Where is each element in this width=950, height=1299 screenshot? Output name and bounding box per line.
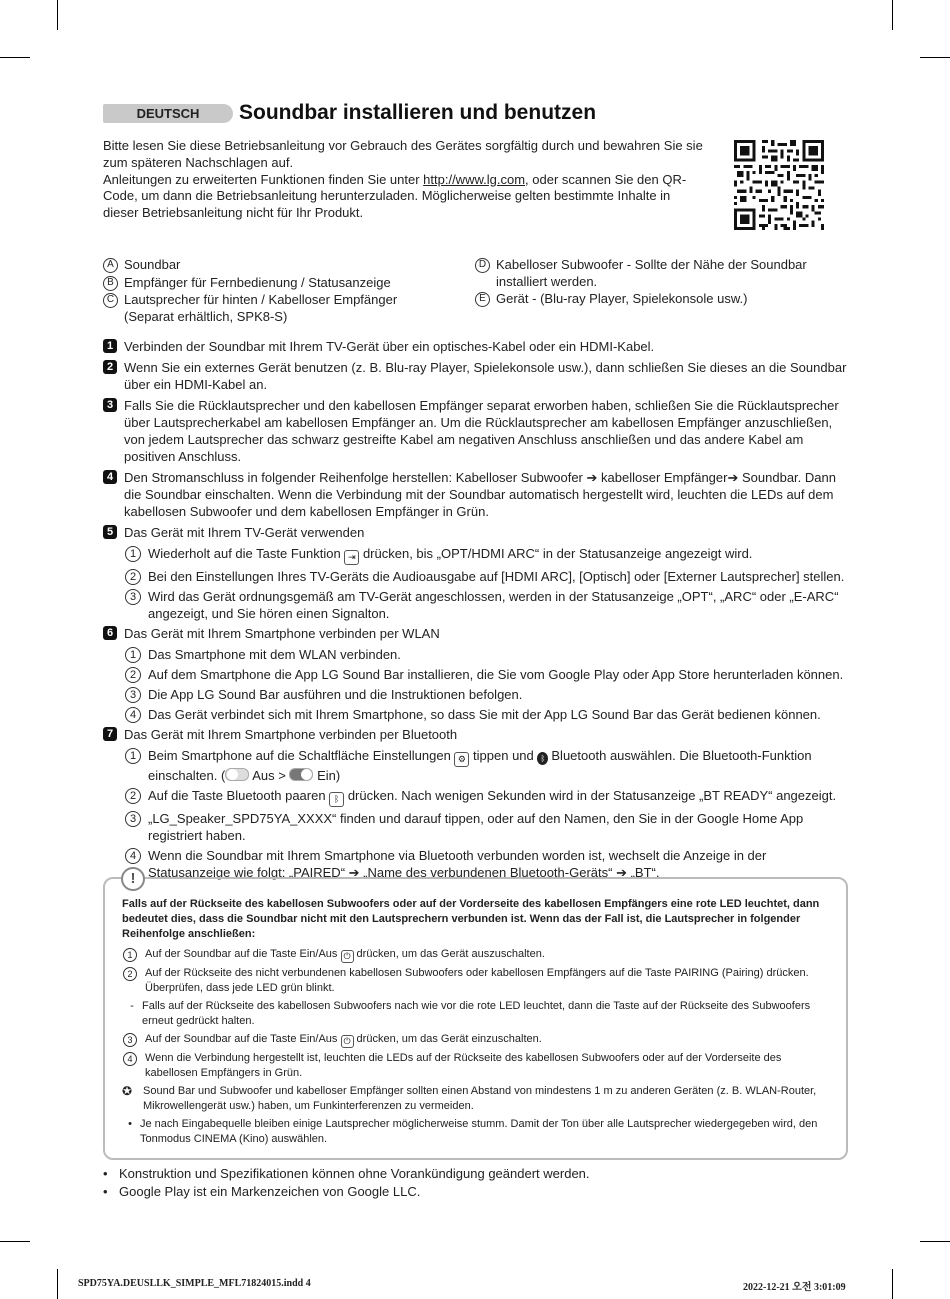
- component-letter: D: [475, 258, 490, 273]
- key-label: Bluetooth: [418, 848, 474, 863]
- notice-item-text: Falls auf der Rückseite des kabellosen Subwoofers nach wie vor die rote LED leuchtet, dann die Taste auf der Rückseite des Subwoofers erneut gedrückt halten.: [142, 1000, 811, 1027]
- substep-text: „LG_Speaker_SPD75YA_XXXX“ finden und darauf tippen, oder auf den Namen, den Sie in der Google Home App registriert haben.: [148, 811, 804, 843]
- crop-mark: [892, 0, 893, 30]
- component-text: Soundbar: [124, 257, 181, 272]
- text-part: Auf der Soundbar auf die Taste: [145, 1033, 300, 1045]
- step-number: 4: [103, 470, 117, 484]
- text-part: drücken, um das Gerät auszuschalten.: [353, 948, 545, 960]
- substep-text: [148, 787, 836, 807]
- substep: [125, 588, 848, 622]
- footer-filename: SPD75YA.DEUSLLK_SIMPLE_MFL71824015.indd 4: [78, 1278, 311, 1289]
- text-part: Soundbar. Dann die Soundbar einschalten. Wenn die Verbindung mit der Soundbar automatisch hergestellt wird, leuchten die LEDs auf dem kabellosen Subwoofer und dem kabellosen Empfänger in Grün.: [124, 470, 836, 519]
- text-part: (Pairing) drücken. Überprüfen, dass jede LED grün blinkt.: [145, 967, 809, 994]
- component-letter: A: [103, 258, 118, 273]
- notice-item-text: Wenn die Verbindung hergestellt ist, leuchten die LEDs auf der Rückseite des kabellosen Subwoofers oder auf der Vorderseite des kabellosen Empfängers in Grün.: [145, 1052, 782, 1079]
- step-title: Das Gerät mit Ihrem Smartphone verbinden per Bluetooth: [124, 727, 458, 742]
- step-title: Das Gerät mit Ihrem Smartphone verbinden per WLAN: [124, 626, 440, 641]
- component-item: [103, 292, 403, 325]
- substep-number: 1: [125, 647, 141, 663]
- components-list-left: [103, 257, 463, 326]
- function-button-icon: ⇥: [344, 550, 359, 565]
- qr-code: [734, 140, 824, 230]
- substep: [125, 568, 848, 585]
- notice-item-number: 3: [123, 1033, 137, 1047]
- display-label: ARC: [724, 589, 752, 604]
- substep-number: 2: [125, 788, 141, 804]
- crop-mark: [57, 0, 58, 30]
- substep-text: [148, 847, 848, 881]
- crop-mark: [0, 1241, 30, 1242]
- language-badge: DEUTSCH: [103, 104, 233, 123]
- step-title: Das Gerät mit Ihrem TV-Gerät verwenden: [124, 525, 365, 540]
- text-part: Auf der Soundbar auf die Taste: [145, 948, 300, 960]
- substep: [125, 747, 848, 784]
- component-text: Gerät - (Blu-ray Player, Spielekonsole usw.): [496, 291, 748, 306]
- text-part: -Funktion einschalten. (: [148, 748, 812, 783]
- intro-text-part: , oder scannen Sie den QR-Code, um dann die Betriebsanleitung herunterzuladen. Möglicherweise gelten bestimmte Inhalte in dieser Betriebsanleitung nicht für Ihr Produkt.: [103, 171, 687, 221]
- toggle-on-icon: [289, 768, 313, 781]
- dash-marker: -: [130, 1000, 134, 1012]
- substep-text: Auf dem Smartphone die App LG Sound Bar installieren, die Sie vom Google Play oder App Store herunterladen können.: [148, 667, 844, 682]
- display-label: PAIRED: [293, 865, 341, 880]
- step-text: Wenn Sie ein externes Gerät benutzen (z. B. Blu-ray Player, Spielekonsole usw.), dann schließen Sie dieses an die Soundbar über ein HDMI-Kabel an.: [124, 360, 847, 392]
- substep-text: Das Smartphone mit dem WLAN verbinden.: [148, 647, 401, 662]
- substep-number: 3: [125, 687, 141, 703]
- display-label: E-ARC: [793, 589, 835, 604]
- substep-number: 1: [125, 546, 141, 562]
- substep-text: [148, 747, 848, 784]
- notice-body: [122, 897, 827, 1150]
- component-item: [103, 257, 463, 274]
- settings-icon: ⚙: [454, 752, 469, 767]
- page-header: [103, 100, 848, 126]
- substep: [125, 847, 848, 881]
- step-7: [103, 726, 848, 743]
- bullet-marker: •: [128, 1118, 132, 1130]
- text-part: Wiederholt auf die Taste: [148, 546, 291, 561]
- lg-website-link[interactable]: http://www.lg.com: [423, 171, 526, 187]
- step-number: 3: [103, 398, 117, 412]
- arrow-icon: ➔: [727, 470, 739, 485]
- bullet-marker: •: [103, 1184, 108, 1199]
- notice-subitem: [122, 999, 827, 1029]
- notice-item-text: Sound Bar und Subwoofer und kabelloser Empfänger sollten einen Abstand von mindestens 1 m zu anderen Geräten (z. B. WLAN-Router, Mikrowellengerät usw.) haben, um Funkinterferenzen zu vermeiden.: [143, 1085, 817, 1112]
- component-item: [475, 291, 815, 308]
- text-part: Auf der Rückseite des nicht verbundenen kabellosen Subwoofers oder kabellosen Empfängers auf die Taste: [145, 967, 675, 979]
- text-part: “, „: [708, 589, 725, 604]
- substep: [125, 706, 848, 723]
- text-part: Auf die Taste: [148, 788, 227, 803]
- toggle-off-label: Aus: [252, 768, 275, 783]
- substep-number: 2: [125, 569, 141, 585]
- key-label: Funktion: [290, 546, 341, 561]
- step-number: 5: [103, 525, 117, 539]
- step-5: [103, 524, 848, 541]
- notice-heading: Falls auf der Rückseite des kabellosen Subwoofers oder auf der Vorderseite des kabellosen Empfängers eine rote LED leuchtet, dann bedeutet dies, dass die Soundbar nicht mit den Lautsprechern verbunden ist. Wenn das der Fall ist, die Lautsprecher in folgender Reihenfolge anschließen:: [122, 898, 820, 940]
- exclamation-icon: !: [121, 867, 145, 891]
- text-part: tippen und: [469, 748, 538, 763]
- crop-mark: [920, 1241, 950, 1242]
- notice-item-number: 1: [123, 948, 137, 962]
- crop-mark: [0, 57, 30, 58]
- step-number: 2: [103, 360, 117, 374]
- substep-text: [148, 588, 848, 622]
- key-label: Ein/Aus: [299, 948, 338, 960]
- text-part: Wird das Gerät ordnungsgemäß am TV-Gerät angeschlossen, werden in der Statusanzeige „: [148, 589, 682, 604]
- text-part: drücken, bis „: [359, 546, 441, 561]
- text-part: auswählen. Die: [606, 748, 703, 763]
- component-text: Kabelloser Subwoofer - Sollte der Nähe der Soundbar installiert werden.: [496, 257, 807, 289]
- text-part: “ angezeigt.: [768, 788, 837, 803]
- key-label: PAIRING: [674, 967, 719, 979]
- component-text: Lautsprecher für hinten / Kabelloser Empfänger (Separat erhältlich, SPK8-S): [124, 292, 398, 324]
- step-text: Falls Sie die Rücklautsprecher und den kabellosen Empfänger separat erworben haben, schließen Sie die Rücklautsprecher über Lautsprecherkabel am kabellosen Empfänger an. Um die Rücklautsprecher am kabellosen Empfänger anzuschließen, von jedem Lautsprecher das schwarz gestreifte Kabel am negativen Anschluss anschließen und das andere Kabel am positiven Anschluss.: [124, 398, 839, 464]
- display-label: BT: [634, 865, 652, 880]
- star-icon: ✪: [122, 1084, 133, 1098]
- step-3: [103, 397, 848, 465]
- footnote-item: [103, 1165, 590, 1183]
- substep-text: [148, 545, 752, 565]
- footer-timestamp: 2022-12-21 오전 3:01:09: [743, 1282, 846, 1293]
- substep: [125, 686, 848, 703]
- notice-item: [122, 1117, 827, 1147]
- step-number: 6: [103, 626, 117, 640]
- crop-mark: [892, 1269, 893, 1299]
- arrow-icon: ➔: [586, 470, 598, 485]
- step-1: [103, 338, 848, 355]
- page-title: Soundbar installieren und benutzen: [239, 101, 597, 124]
- notice-item-text: [145, 1032, 542, 1048]
- text-part: verbunden worden ist, wechselt die Anzeige in der Statusanzeige wie folgt: „: [148, 848, 767, 880]
- text-part: kabelloser Empfänger: [597, 470, 728, 485]
- notice-item: [122, 966, 827, 996]
- substep-number: 4: [125, 848, 141, 864]
- toggle-on-label: Ein: [317, 768, 336, 783]
- step-6: [103, 625, 848, 642]
- page-content: [103, 100, 848, 1199]
- key-label: Bluetooth: [702, 748, 758, 763]
- notice-item-number: 4: [123, 1052, 137, 1066]
- notice-item: [122, 1084, 827, 1114]
- notice-item-number: 2: [123, 967, 137, 981]
- display-label: BT READY: [703, 788, 769, 803]
- bluetooth-button-icon: ᛒ: [329, 792, 344, 807]
- step-text: Verbinden der Soundbar mit Ihrem TV-Gerät über ein optisches-Kabel oder ein HDMI-Kabel.: [124, 339, 655, 354]
- substep-number: 2: [125, 667, 141, 683]
- notice-item-text: Je nach Eingabequelle bleiben einige Lautsprecher möglicherweise stumm. Damit der Ton über alle Lautsprecher wiedergegeben wird, den Tonmodus CINEMA (Kino) auswählen.: [140, 1118, 818, 1145]
- text-part: “ ➔ „: [340, 865, 368, 880]
- substep-text: Bei den Einstellungen Ihres TV-Geräts die Audioausgabe auf [HDMI ARC], [Optisch] oder [Externer Lautsprecher] stellen.: [148, 569, 845, 584]
- text-part: Wenn die Soundbar mit Ihrem Smartphone via: [148, 848, 419, 863]
- step-4: [103, 469, 848, 520]
- display-label: Name des verbundenen Bluetooth-Geräts: [367, 865, 609, 880]
- intro-paragraph-2: [103, 172, 703, 222]
- step-2: [103, 359, 848, 393]
- notice-item: [122, 1032, 827, 1048]
- bluetooth-icon: ᛒ: [537, 752, 548, 765]
- step-number: 7: [103, 727, 117, 741]
- instruction-steps: [103, 338, 848, 884]
- text-part: “ in der Statusanzeige angezeigt wird.: [534, 546, 753, 561]
- footnote-text: Google Play ist ein Markenzeichen von Google LLC.: [119, 1184, 421, 1199]
- footnote-item: [103, 1183, 590, 1201]
- text-part: Den Stromanschluss in folgender Reihenfolge herstellen: Kabelloser Subwoofer: [124, 470, 587, 485]
- key-label: Einstellungen: [372, 748, 451, 763]
- power-icon: ⏻: [341, 950, 354, 963]
- toggle-off-icon: [225, 768, 249, 781]
- crop-mark: [57, 1269, 58, 1299]
- key-label: Bluetooth: [551, 748, 607, 763]
- substep: [125, 545, 848, 565]
- text-part: “ angezeigt, und Sie hören einen Signalton.: [148, 589, 839, 621]
- display-label: OPT: [681, 589, 709, 604]
- display-label: OPT/HDMI ARC: [441, 546, 535, 561]
- power-icon: ⏻: [341, 1035, 354, 1048]
- substep-number: 1: [125, 748, 141, 764]
- substep-number: 4: [125, 707, 141, 723]
- intro-text-part: Anleitungen zu erweiterten Funktionen finden Sie unter: [103, 171, 424, 187]
- components-list-right: [475, 257, 815, 309]
- component-letter: E: [475, 292, 490, 307]
- step-number: 1: [103, 339, 117, 353]
- substep: [125, 646, 848, 663]
- component-letter: C: [103, 293, 118, 308]
- crop-mark: [920, 57, 950, 58]
- substep: [125, 666, 848, 683]
- component-item: [103, 275, 463, 292]
- substep-text: Das Gerät verbindet sich mit Ihrem Smartphone, so dass Sie mit der App LG Sound Bar das Gerät bedienen können.: [148, 707, 821, 722]
- substep: [125, 810, 848, 844]
- footnote-text: Konstruktion und Spezifikationen können ohne Vorankündigung geändert werden.: [119, 1166, 590, 1181]
- substep-number: 3: [125, 811, 141, 827]
- text-part: “.: [651, 865, 660, 880]
- intro-paragraph: Bitte lesen Sie diese Betriebsanleitung vor Gebrauch des Gerätes sorgfältig durch und bewahren Sie sie zum späteren Nachschlagen auf.: [103, 138, 703, 170]
- step-text: [124, 469, 848, 520]
- text-part: Beim Smartphone auf die Schaltfläche: [148, 748, 373, 763]
- text-part: ): [335, 768, 341, 783]
- notice-item-text: [145, 966, 827, 996]
- substep: [125, 787, 848, 807]
- footnotes: [103, 1165, 590, 1201]
- notice-item: [122, 1051, 827, 1081]
- text-part: “ oder „: [751, 589, 794, 604]
- substep-number: 3: [125, 589, 141, 605]
- text-part: >: [274, 768, 290, 783]
- intro-text: [103, 138, 703, 222]
- component-letter: B: [103, 276, 118, 291]
- bullet-marker: •: [103, 1166, 108, 1181]
- text-part: drücken. Nach wenigen Sekunden wird in der Statusanzeige „: [344, 788, 704, 803]
- text-part: drücken, um das Gerät einzuschalten.: [353, 1033, 542, 1045]
- notice-item-text: [145, 947, 545, 963]
- component-text: Empfänger für Fernbedienung / Statusanzeige: [124, 274, 391, 290]
- key-label: Ein/Aus: [299, 1033, 338, 1045]
- notice-item: [122, 947, 827, 963]
- substep-text: Die App LG Sound Bar ausführen und die Instruktionen befolgen.: [148, 687, 523, 702]
- text-part: “ ➔ „: [608, 865, 635, 880]
- key-label: Bluetooth paaren: [226, 788, 326, 803]
- component-item: [475, 257, 815, 290]
